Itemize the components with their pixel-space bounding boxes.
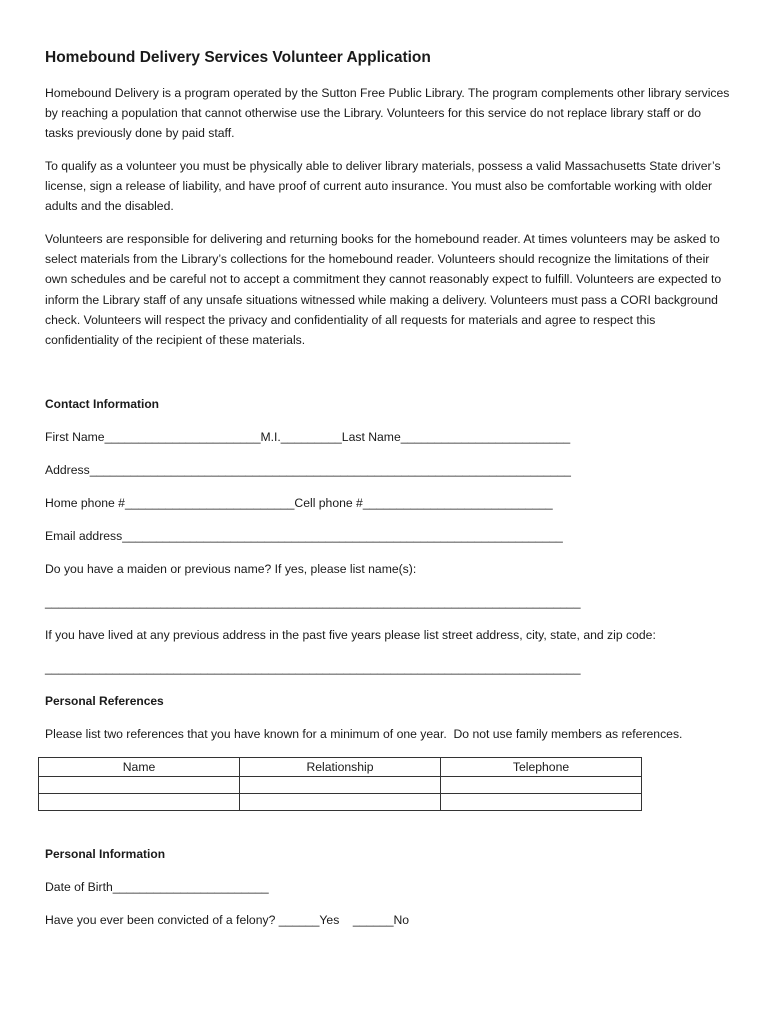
reference-1-relationship-cell[interactable] xyxy=(240,777,441,794)
reference-1-name-cell[interactable] xyxy=(39,777,240,794)
page-title: Homebound Delivery Services Volunteer Application xyxy=(45,49,431,66)
references-table xyxy=(38,757,642,811)
email-field-line[interactable]: Email address_________________________________________________________________ xyxy=(45,529,563,543)
felony-question-line[interactable]: Have you ever been convicted of a felony? ______Yes ______No xyxy=(45,913,410,927)
column-header-name: Name xyxy=(39,758,240,777)
intro-paragraph-program: Homebound Delivery is a program operated by the Sutton Free Public Library. The program complements other library services by reaching a population that cannot otherwise use the Library. Volunteers for this service do not replace library staff or do tasks previously done by paid staff. xyxy=(45,86,730,141)
contact-section-heading: Contact Information xyxy=(45,397,159,411)
table-row xyxy=(39,777,642,794)
previous-address-question: If you have lived at any previous address in the past five years please list street address, city, state, and zip code: xyxy=(45,628,656,642)
phone-fields-line[interactable]: Home phone #_________________________Cell phone #____________________________ xyxy=(45,496,553,510)
references-section-heading: Personal References xyxy=(45,694,164,708)
date-of-birth-line[interactable]: Date of Birth_______________________ xyxy=(45,880,269,894)
reference-1-telephone-cell[interactable] xyxy=(441,777,642,794)
references-instructions: Please list two references that you have known for a minimum of one year. Do not use family members as references. xyxy=(45,727,683,741)
personal-section-heading: Personal Information xyxy=(45,847,166,861)
column-header-relationship: Relationship xyxy=(240,758,441,777)
table-header-row xyxy=(39,758,642,777)
column-header-telephone: Telephone xyxy=(441,758,642,777)
address-field-line[interactable]: Address_______________________________________________________________________ xyxy=(45,463,571,477)
reference-2-relationship-cell[interactable] xyxy=(240,794,441,811)
maiden-name-blank[interactable]: _______________________________________________________________________________ xyxy=(45,595,581,609)
table-row xyxy=(39,794,642,811)
intro-paragraph-responsibilities: Volunteers are responsible for delivering and returning books for the homebound reader. At times volunteers may be asked to select materials from the Library’s collections for the homebound reader. Volunteers should recognize the limitations of their own schedules and be careful not to accept a commitment they cannot reasonably expect to fulfill. Volunteers are expected to inform the Library staff of any unsafe situations witnessed while making a delivery. Volunteers must pass a CORI background check. Volunteers will respect the privacy and confidentiality of all requests for materials and agree to respect this confidentiality of the recipient of these materials. xyxy=(45,232,722,348)
previous-address-blank[interactable]: _______________________________________________________________________________ xyxy=(45,661,581,675)
name-fields-line[interactable]: First Name_______________________M.I._________Last Name_________________________ xyxy=(45,430,571,444)
reference-2-telephone-cell[interactable] xyxy=(441,794,642,811)
maiden-name-question: Do you have a maiden or previous name? If yes, please list name(s): xyxy=(45,562,417,576)
reference-2-name-cell[interactable] xyxy=(39,794,240,811)
intro-paragraph-qualifications: To qualify as a volunteer you must be physically able to deliver library materials, possess a valid Massachusetts State driver’s license, sign a release of liability, and have proof of current auto insurance. You must also be comfortable working with older adults and the disabled. xyxy=(45,159,721,214)
